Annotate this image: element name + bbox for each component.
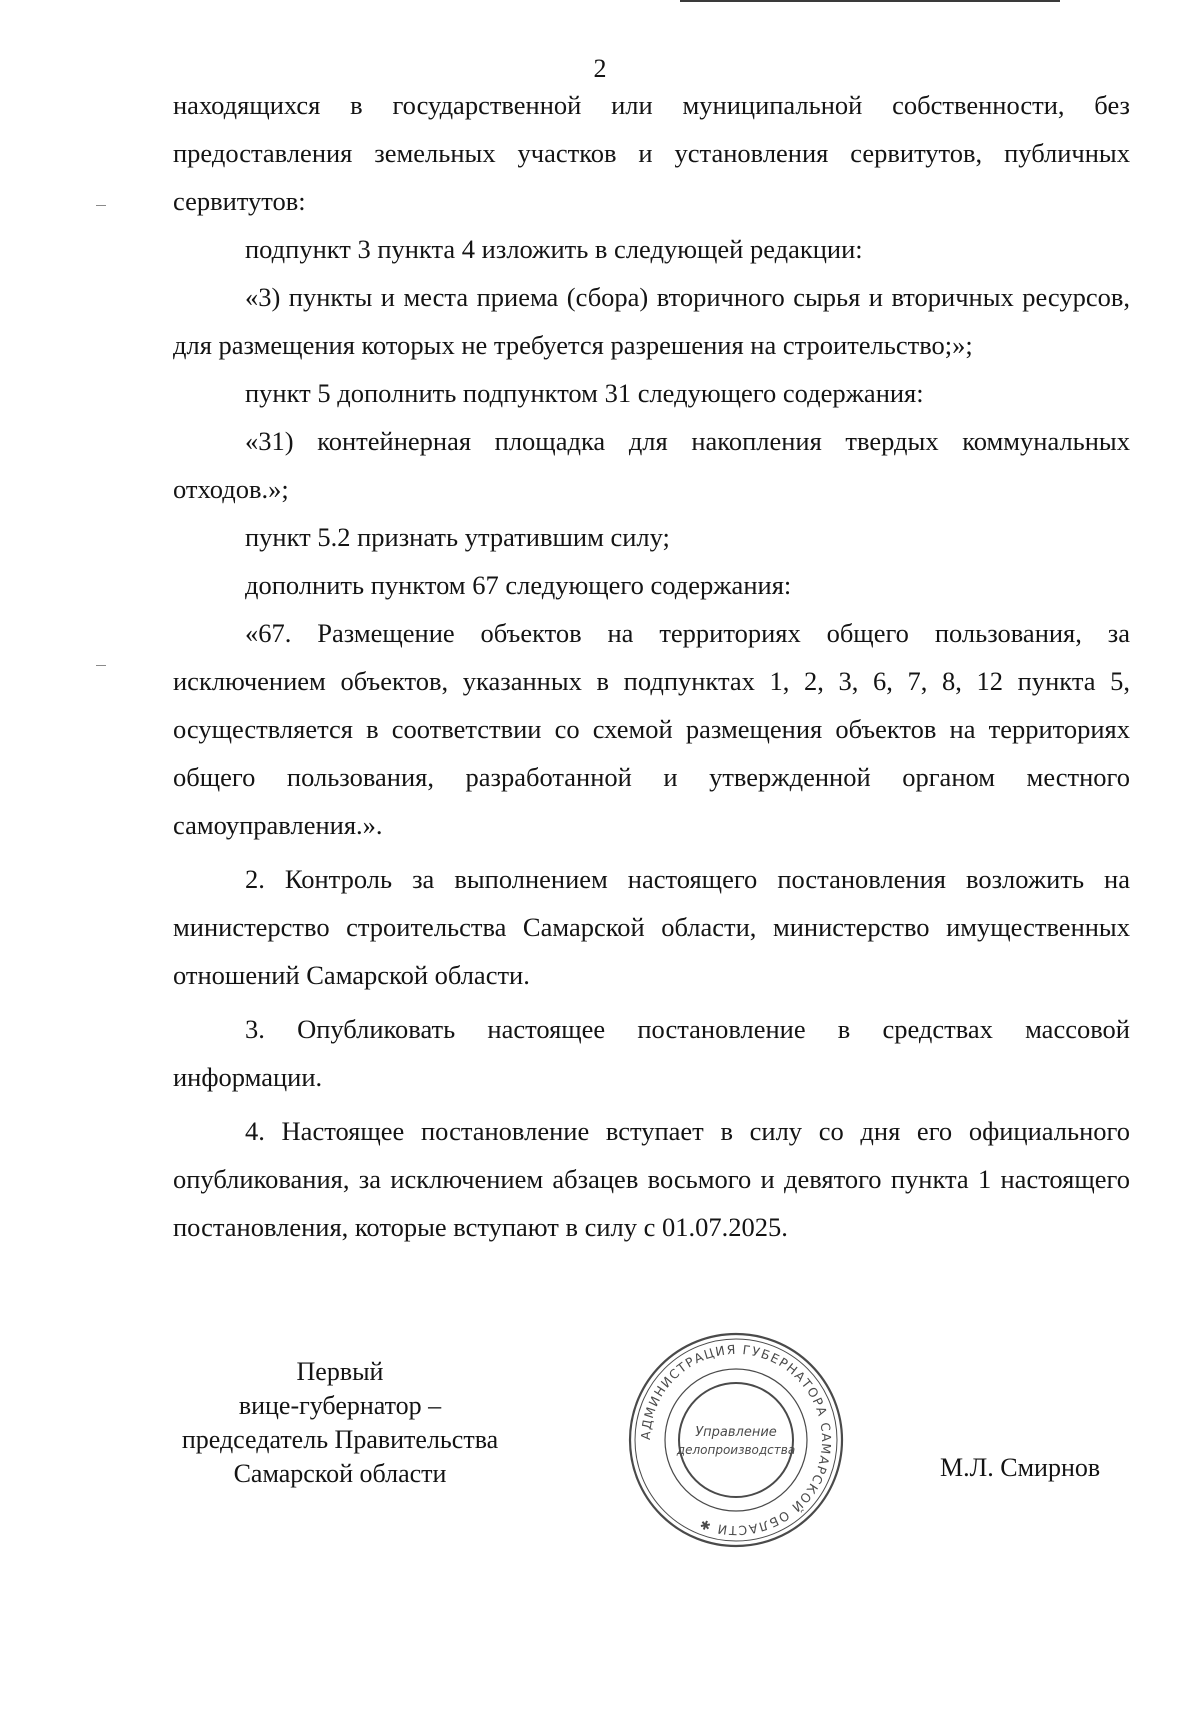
signatory-title-line: Первый	[296, 1357, 384, 1386]
stamp-seal-icon	[626, 1330, 846, 1550]
signatory-title-line: вице-губернатор –	[238, 1391, 442, 1420]
stamp-center-line-2: делопроизводства	[676, 1443, 796, 1457]
paragraph-item-67-text: «67. Размещение объектов на территориях общего пользования, за исключением объектов, указанных в подпунктах 1, 2, 3, 6, 7, 8, 12 пункта 5, осуществляется в соответствии со схемой размещения объектов на территориях общего пользования, разработанной и утвержденной органом местного самоуправления.».	[173, 618, 1130, 840]
official-stamp	[626, 1330, 846, 1550]
paragraph-subitem-31-text: «31) контейнерная площадка для накопления твердых коммунальных отходов.»;	[173, 426, 1130, 504]
signatory-title-line: председатель Правительства	[181, 1425, 499, 1454]
paragraph-section-2: 2. Контроль за выполнением настоящего постановления возложить на министерство строительства Самарской области, министерство имущественных отношений Самарской области.	[173, 864, 1130, 990]
paragraph-subitem-3-instruction: подпункт 3 пункта 4 изложить в следующей редакции:	[245, 234, 863, 264]
page-number: 2	[593, 54, 607, 83]
paragraph-section-3: 3. Опубликовать настоящее постановление в средствах массовой информации.	[173, 1014, 1130, 1092]
stamp-center-line-1: Управление	[695, 1425, 777, 1440]
signatory-title-line: Самарской области	[233, 1459, 447, 1488]
paragraph-section-4: 4. Настоящее постановление вступает в силу со дня его официального опубликования, за исключением абзацев восьмого и девятого пункта 1 настоящего постановления, которые вступают в силу с 01.07.2025.	[173, 1116, 1130, 1242]
paragraph-continuation: находящихся в государственной или муниципальной собственности, без предоставления земельных участков и установления сервитутов, публичных сервитутов:	[173, 90, 1130, 216]
document-body	[173, 81, 1130, 1251]
stamp-ring-text: АДМИНИСТРАЦИЯ ГУБЕРНАТОРА САМАРСКОЙ ОБЛАСТИ ✱	[637, 1341, 835, 1539]
paragraph-item-5-instruction: пункт 5 дополнить подпунктом 31 следующего содержания:	[245, 378, 924, 408]
signatory-title	[160, 1355, 520, 1491]
paragraph-item-67-instruction: дополнить пунктом 67 следующего содержания:	[245, 570, 792, 600]
paragraph-item-5-2-instruction: пункт 5.2 признать утратившим силу;	[245, 522, 670, 552]
scan-top-edge-line	[680, 0, 1060, 2]
scan-margin-mark	[96, 665, 106, 666]
paragraph-subitem-3-text: «3) пункты и места приема (сбора) вторичного сырья и вторичных ресурсов, для размещения которых не требуется разрешения на строительство;»;	[173, 282, 1130, 360]
scan-margin-mark	[96, 205, 106, 206]
signatory-name: М.Л. Смирнов	[940, 1453, 1101, 1482]
